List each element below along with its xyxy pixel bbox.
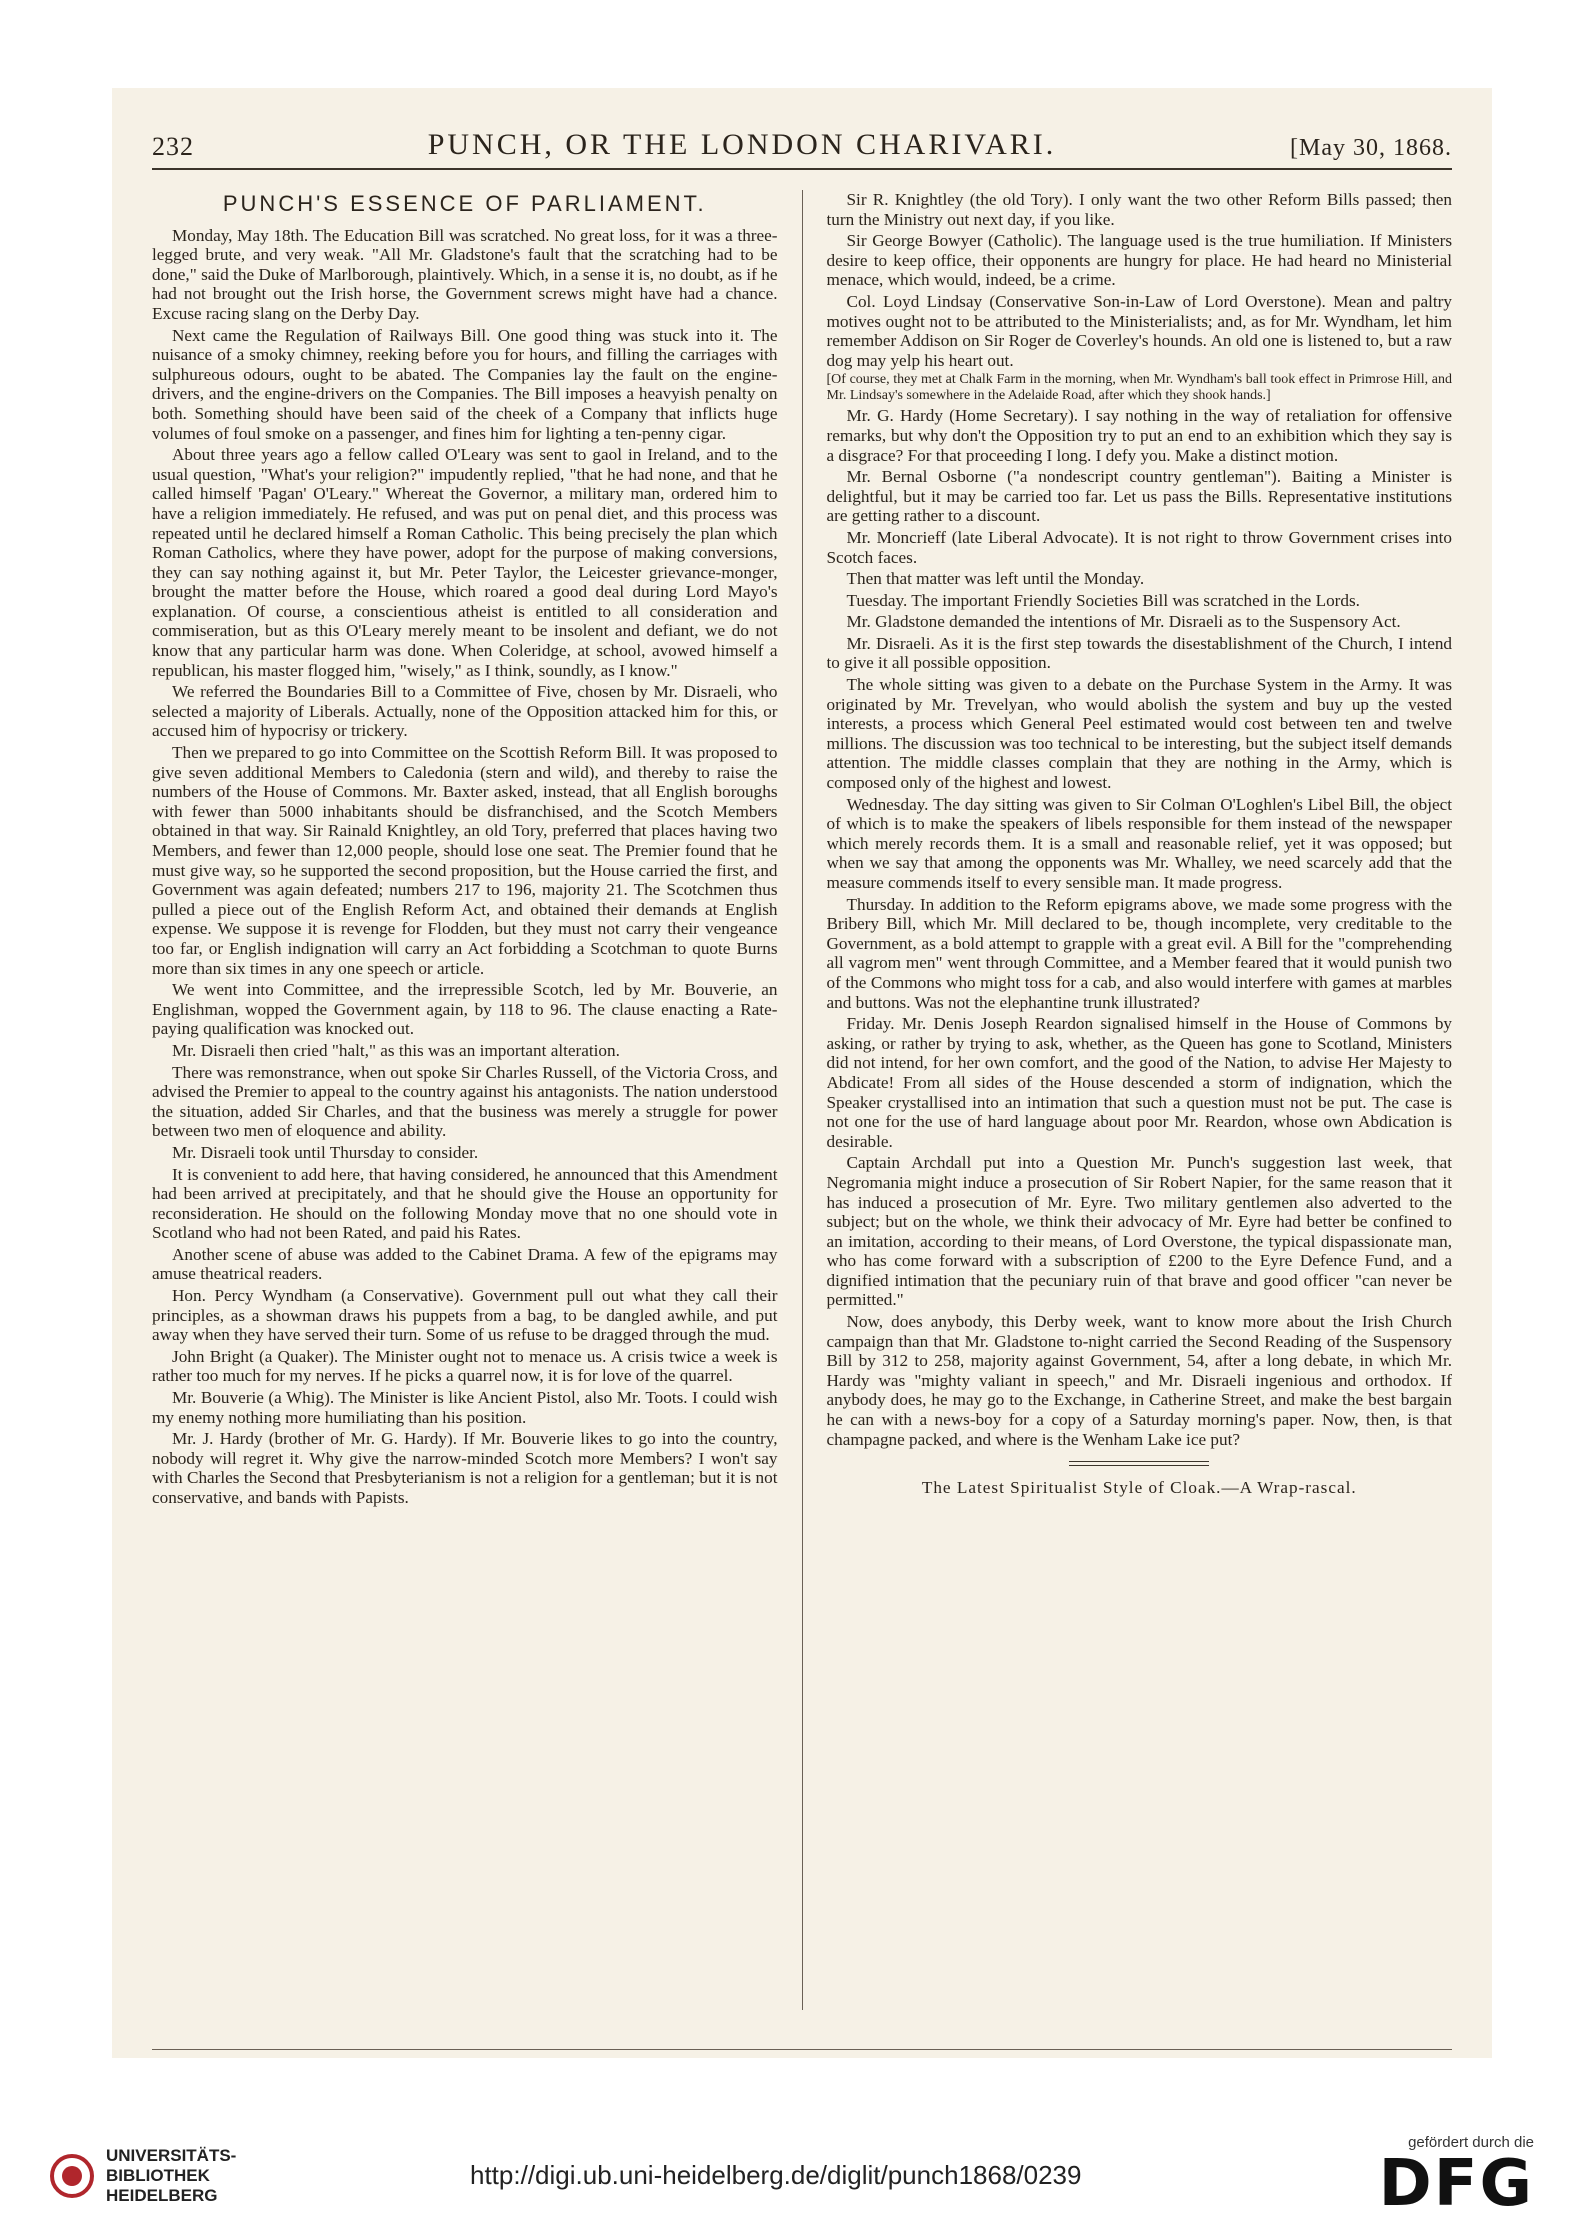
paragraph: It is convenient to add here, that having considered, he announced that this Amendment had been arrived at precipitately, and that he should give the House an opportunity for reconsideration. He should on the following Monday move that no one should vote in Scotland who had not been Rated, and paid his Rates. xyxy=(152,1164,778,1243)
paragraph: Mr. Disraeli took until Thursday to consider. xyxy=(172,1142,479,1162)
page-number: 232 xyxy=(152,132,194,161)
paragraph: There was remonstrance, when out spoke Sir Charles Russell, of the Victoria Cross, and advised the Premier to appeal to the country against his antagonists. The nation understood the situation, added Sir Charles, and that the business was merely a struggle for power between two men of eloquence and ability. xyxy=(152,1062,778,1141)
paragraph: Mr. Gladstone demanded the intentions of Mr. Disraeli as to the Suspensory Act. xyxy=(846,612,1401,632)
paragraph: The whole sitting was given to a debate on the Purchase System in the Army. It was originated by Mr. Trevelyan, who would abolish the system and buy up the vested interests, a process which General Peel estimated would cost between ten and twelve millions. The discussion was too technical to be interesting, but the subject itself demands attention. The middle classes complain that they are nothing in the Army, which is composed only of the highest and lowest. xyxy=(826,675,1453,793)
left-paragraphs xyxy=(152,226,778,1508)
sponsor-text: gefördert durch die xyxy=(1408,2134,1534,2151)
newspaper-page xyxy=(112,88,1492,2058)
paragraph: Another scene of abuse was added to the Cabinet Drama. A few of the epigrams may amuse theatrical readers. xyxy=(152,1244,778,1284)
text-columns xyxy=(152,190,1452,2010)
dfg-sponsor[interactable] xyxy=(1378,2134,1534,2221)
university-library-logo[interactable] xyxy=(50,2146,236,2206)
digitization-banner xyxy=(0,2120,1586,2232)
permalink-url[interactable]: http://digi.ub.uni-heidelberg.de/diglit/punch1868/0239 xyxy=(470,2160,1082,2190)
paragraph: Hon. Percy Wyndham (a Conservative). Government pull out what they call their principles, as a showman draws his puppets from a bag, to be dangled awhile, and put away when they have served their turn. Some of us refuse to be dragged through the mud. xyxy=(152,1286,778,1345)
issue-date: [May 30, 1868. xyxy=(1290,135,1452,161)
bracketed-note: [Of course, they met at Chalk Farm in the morning, when Mr. Wyndham's ball took effect in Primrose Hill, and Mr. Lindsay's somewhere in the Adelaide Road, after which they shook hands.] xyxy=(826,372,1453,404)
article-title: PUNCH'S ESSENCE OF PARLIAMENT. xyxy=(222,191,707,216)
right-column xyxy=(827,190,1453,2010)
paragraph: Then that matter was left until the Monday. xyxy=(846,569,1145,589)
seal-icon xyxy=(50,2154,94,2198)
paragraph: About three years ago a fellow called O'Leary was sent to gaol in Ireland, and to the usual question, "What's your religion?" impudently replied, "that he had none, and that he called himself 'Pagan' O'Leary." Whereat the Governor, a military man, ordered him to have a religion immediately. He refused, and was put on penal diet, and this process was repeated until he declared himself a Roman Catholic. This being precisely the plan which Roman Catholics, where they have power, adopt for the purpose of making conversions, they can say nothing against it, but Mr. Peter Taylor, the Leicester grievance-monger, brought the matter before the House, which roared a good deal during Lord Mayo's explanation. Of course, a conscientious atheist is entitled to all consideration and commiseration, but as this O'Leary merely meant to be insolent and defiant, we do not know that any particular harm was done. When Coleridge, at school, avowed himself a republican, his master flogged him, "wisely," as I think, soundly, as I know." xyxy=(152,445,778,680)
paragraph: Mr. Disraeli then cried "halt," as this was an important alteration. xyxy=(172,1040,620,1060)
institution-name: UNIVERSITÄTS- BIBLIOTHEK HEIDELBERG xyxy=(106,2146,237,2205)
paragraph: Col. Loyd Lindsay (Conservative Son-in-Law of Lord Overstone). Mean and paltry motives ought not to be attributed to the Ministerialists; and, as for Mr. Wyndham, let him remember Addison on Sir Roger de Coverley's hounds. An old one is listened to, but a raw dog may yelp his heart out. xyxy=(826,291,1453,370)
double-rule xyxy=(1069,1461,1209,1466)
paragraph: Now, does anybody, this Derby week, want to know more about the Irish Church campaign than that Mr. Gladstone to-night carried the Second Reading of the Suspensory Bill by 312 to 258, majority against Government, 54, after a long debate, in which Mr. Hardy was "mighty valiant in speech," and Mr. Disraeli ingenious and orthodox. If anybody does, he may go to the Exchange, in Catherine Street, and make the best bargain he can with a news-boy for a copy of a Saturday morning's paper. Now, then, is that champagne packed, and where is the Wenham Lake ice put? xyxy=(826,1312,1453,1449)
paragraph: Friday. Mr. Denis Joseph Reardon signalised himself in the House of Commons by asking, or rather by trying to ask, whether, as the Queen has gone to Scotland, Ministers did not intend, for her own comfort, and the good of the Nation, to advise Her Majesty to Abdicate! From all sides of the House descended a storm of indignation, which the Speaker crystallised into an intimation that such a question must not be put. The case is not one for the use of hard language about poor Mr. Reardon, whose own Abdication is desirable. xyxy=(826,1014,1453,1151)
paragraph: Sir George Bowyer (Catholic). The language used is the true humiliation. If Ministers desire to keep office, their opponents are hungry for place. He had heard no Ministerial menace, which would, indeed, be a crime. xyxy=(826,231,1453,290)
page-header xyxy=(152,118,1452,170)
paragraph: Mr. Bouverie (a Whig). The Minister is like Ancient Pistol, also Mr. Toots. I could wish my enemy nothing more humiliating than his position. xyxy=(152,1388,778,1427)
paragraph: We went into Committee, and the irrepressible Scotch, led by Mr. Bouverie, an Englishman, wopped the Government again, by 118 to 96. The clause enacting a Rate-paying qualification was knocked out. xyxy=(152,980,778,1039)
paragraph: Mr. J. Hardy (brother of Mr. G. Hardy). If Mr. Bouverie likes to go into the country, nobody will regret it. Why give the narrow-minded Scotch more Members? I won't say with Charles the Second that Presbyterianism is not a religion for a gentleman; but it is not conservative, and bands with Papists. xyxy=(152,1429,778,1507)
bottom-rule xyxy=(152,2049,1452,2050)
right-paragraphs-continued xyxy=(827,406,1453,1449)
paragraph: Then we prepared to go into Committee on the Scottish Reform Bill. It was proposed to give seven additional Members to Caledonia (stern and wild), and thereby to raise the numbers of the House of Commons. Mr. Baxter asked, instead, that all English boroughs with fewer than 5000 inhabitants should be disfranchised, and the Scotch Members obtained in that way. Sir Rainald Knightley, an old Tory, preferred that places having two Members, and fewer than 12,000 people, should lose one seat. The Premier found that he must give way, so he supported the second proposition, but the House carried the first, and Government was again defeated; numbers 217 to 196, majority 21. The Scotchmen thus pulled a piece out of the English Reform Act, and obtained their demands at English expense. We suppose it is revenge for Flodden, but they must not carry their vengeance too far, or English indignation will carry an Act forbidding a Scotchman to quote Burns more than six times in any one speech or article. xyxy=(152,743,778,978)
paragraph: Mr. Disraeli. As it is the first step towards the disestablishment of the Church, I intend to give it all possible opposition. xyxy=(826,633,1453,673)
paragraph: Mr. G. Hardy (Home Secretary). I say nothing in the way of retaliation for offensive remarks, but why don't the Opposition try to put an end to an exhibition which they say is a disgrace? For that proceeding I long. I defy you. Make a distinct motion. xyxy=(826,406,1453,465)
paragraph: Mr. Moncrieff (late Liberal Advocate). It is not right to throw Government crises into Scotch faces. xyxy=(826,527,1453,567)
paragraph: We referred the Boundaries Bill to a Committee of Five, chosen by Mr. Disraeli, who selected a majority of Liberals. Actually, none of the Opposition attacked him for this, or accused him of hypocrisy or trickery. xyxy=(152,682,778,741)
column-divider xyxy=(802,190,803,2010)
paragraph: Next came the Regulation of Railways Bill. One good thing was stuck into it. The nuisance of a smoky chimney, reeking before you for hours, and filling the carriages with sulphureous odours, ought to be abated. The Companies lay the fault on the engine-drivers, and the engine-drivers on the Companies. The Bill imposes a heavyish penalty on both. Something should have been said of the cheek of a Company that inflicts huge volumes of foul smoke on a passenger, and fines him for lighting a ten-penny cigar. xyxy=(152,325,778,443)
closing-line: The Latest Spiritualist Style of Cloak.—A Wrap-rascal. xyxy=(921,1478,1357,1498)
paragraph: Wednesday. The day sitting was given to Sir Colman O'Loghlen's Libel Bill, the object of which is to make the speakers of libels responsible for them instead of the newspaper which merely records them. It is a small and reasonable relief, yet it was opposed; but when we say that among the opponents was Mr. Whalley, we need scarcely add that the measure commends itself to every sensible man. It made progress. xyxy=(826,794,1453,892)
paragraph: Tuesday. The important Friendly Societies Bill was scratched in the Lords. xyxy=(846,590,1360,610)
paragraph: Monday, May 18th. The Education Bill was scratched. No great loss, for it was a three-legged brute, and very weak. "All Mr. Gladstone's fault that the scratching had to be done," said the Duke of Marlborough, plaintively. Which, in a sense it is, no doubt, as if he had not brought out the Irish horse, the Government screws might have had a chance. Excuse racing slang on the Derby Day. xyxy=(152,225,778,323)
left-column xyxy=(152,190,778,2010)
paragraph: Sir R. Knightley (the old Tory). I only want the two other Reform Bills passed; then turn the Ministry out next day, if you like. xyxy=(826,190,1453,229)
paragraph: John Bright (a Quaker). The Minister ought not to menace us. A crisis twice a week is rather too much for my nerves. If he picks a quarrel now, it is for love of the quarrel. xyxy=(152,1346,778,1386)
right-paragraphs xyxy=(827,190,1453,370)
paragraph: Mr. Bernal Osborne ("a nondescript country gentleman"). Baiting a Minister is delightful, but it may be carried too far. Let us pass the Bills. Representative institutions are getting rather to a discount. xyxy=(826,467,1453,526)
paragraph: Captain Archdall put into a Question Mr. Punch's suggestion last week, that Negromania might induce a prosecution of Sir Robert Napier, for the same reason that it has induced a prosecution of Mr. Eyre. Two military gentlemen also adverted to the subject; but on the whole, we think their advocacy of Mr. Eyre had better be confined to an imitation, according to their means, of Lord Overstone, the typical dispassionate man, who has come forward with a subscription of £200 to the Eyre Defence Fund, and a dignified intimation that the pecuniary ruin of that brave and good officer "can never be permitted." xyxy=(826,1153,1453,1310)
running-title: PUNCH, OR THE LONDON CHARIVARI. xyxy=(427,128,1057,161)
paragraph: Thursday. In addition to the Reform epigrams above, we made some progress with the Bribery Bill, which Mr. Mill declared to be, though incomplete, very creditable to the Government, as a bold attempt to grapple with a great evil. A Bill for the "comprehending all vagrom men" went through Committee, and a Member feared that it would punish two of the Commons who might toss for a cab, and also would interfere with games at marbles and buttons. Was not the elephantine trunk illustrated? xyxy=(826,894,1453,1012)
dfg-logo: DFG xyxy=(1378,2147,1534,2221)
